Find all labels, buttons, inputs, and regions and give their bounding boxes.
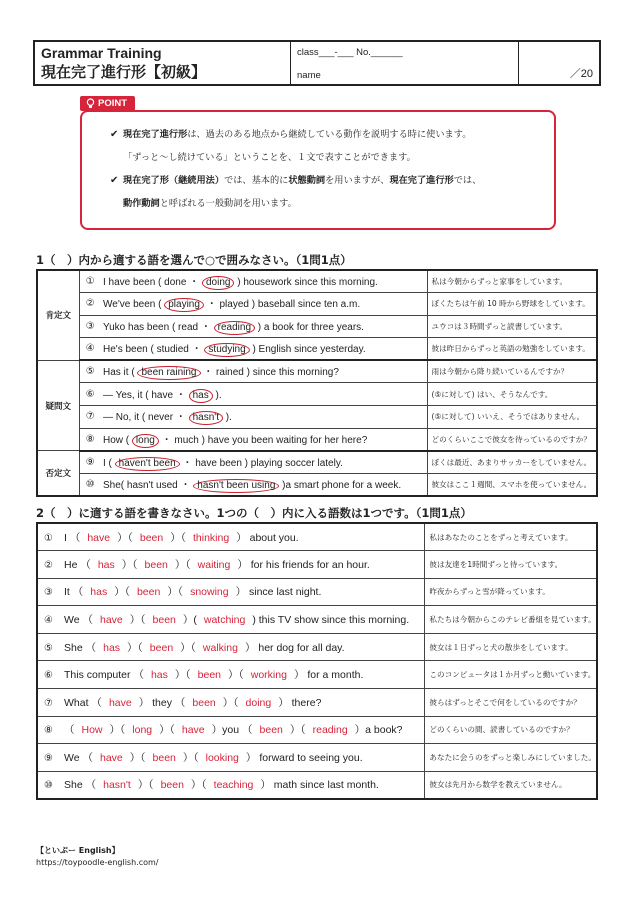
filled-answer[interactable]: been bbox=[144, 558, 168, 571]
footer-brand: 【といぷー English】 bbox=[36, 846, 120, 855]
point-keyword: 現在完了進行形 bbox=[389, 175, 454, 186]
sentence-text: ）（ bbox=[114, 586, 130, 599]
sentence-text: What （ bbox=[64, 696, 102, 709]
sentence-text: ） forward to seeing you. bbox=[245, 752, 363, 765]
sentence-before: We've been ( bbox=[103, 299, 162, 311]
table-row bbox=[37, 315, 597, 338]
sentence-text: ）（ bbox=[167, 586, 184, 599]
sentence-text: ） for a month. bbox=[293, 669, 364, 682]
translation: (⑤に対して) いいえ、そうではありません。 bbox=[427, 406, 597, 429]
filled-answer[interactable]: been bbox=[139, 531, 164, 544]
filled-answer[interactable]: been bbox=[192, 696, 216, 709]
section2-title: 2（ ）に適する語を書きなさい。1つの（ ）内に入る語数は1つです。（1問1点） bbox=[36, 506, 472, 520]
title-cell bbox=[35, 42, 291, 84]
filled-answer[interactable]: have bbox=[181, 724, 205, 737]
filled-answer[interactable]: doing bbox=[245, 696, 272, 709]
translation: 私は今朝からずっと家事をしています。 bbox=[427, 270, 597, 293]
filled-answer[interactable]: have bbox=[99, 752, 123, 765]
question-sentence bbox=[101, 406, 427, 429]
table-row bbox=[37, 270, 597, 293]
filled-answer[interactable]: waiting bbox=[197, 558, 231, 571]
category-label: 否定文 bbox=[37, 451, 79, 496]
sentence-before: She( hasn't used ・ bbox=[103, 479, 191, 491]
question-sentence bbox=[101, 428, 427, 451]
point-line bbox=[110, 174, 538, 188]
title-english: Grammar Training bbox=[41, 45, 162, 61]
question-sentence bbox=[37, 771, 425, 799]
question-number: ③ bbox=[44, 587, 53, 599]
sentence-after: ・ much ) have you been waiting for her here? bbox=[161, 434, 368, 446]
point-keyword: 現在完了進行形 bbox=[123, 129, 188, 140]
point-keyword: 状態動詞 bbox=[288, 175, 326, 186]
question-number: ④ bbox=[79, 338, 101, 361]
point-text: と呼ばれる一般動詞を用います。 bbox=[159, 198, 297, 209]
translation: 彼は友達を1時間ずっと待っています。 bbox=[425, 551, 597, 579]
sentence-text: We （ bbox=[64, 752, 93, 765]
sentence-text: ）（ bbox=[127, 641, 143, 654]
point-text: を用いますが、 bbox=[325, 175, 390, 186]
score-cell bbox=[519, 42, 599, 84]
section1-title: 1（ ）内から適する語を選んで○で囲みなさい。（1問1点） bbox=[36, 253, 352, 267]
table-row bbox=[37, 383, 597, 406]
translation: あなたに会うのをずっと楽しみにしていました。 bbox=[425, 744, 597, 772]
circled-answer[interactable]: been raining bbox=[137, 366, 200, 380]
table-row bbox=[37, 406, 597, 429]
sentence-text: ） her dog for all day. bbox=[244, 641, 345, 654]
sentence-text: ）（ bbox=[159, 724, 175, 737]
point-box bbox=[80, 110, 556, 230]
question-number: ⑨ bbox=[44, 753, 53, 765]
table-row bbox=[37, 578, 597, 606]
point-text: では、基本的に bbox=[224, 175, 289, 186]
filled-answer[interactable]: been bbox=[197, 669, 221, 682]
question-number: ② bbox=[79, 293, 101, 316]
table-row bbox=[37, 633, 597, 661]
filled-answer[interactable]: working bbox=[250, 669, 287, 682]
sentence-text: This computer （ bbox=[64, 669, 144, 682]
sentence-text: ）（ bbox=[180, 641, 196, 654]
sentence-text: She （ bbox=[64, 641, 97, 654]
filled-answer[interactable]: watching bbox=[203, 614, 246, 627]
sentence-after: ) English since yesterday. bbox=[252, 344, 366, 356]
filled-answer[interactable]: thinking bbox=[192, 531, 230, 544]
table-row bbox=[37, 771, 597, 799]
question-sentence bbox=[101, 270, 427, 293]
question-number: ③ bbox=[79, 315, 101, 338]
table-row bbox=[37, 523, 597, 551]
question-number: ⑧ bbox=[44, 725, 53, 737]
question-number: ① bbox=[79, 270, 101, 293]
class-number-label: class___-___ No.______ bbox=[297, 47, 403, 58]
sentence-text: （ bbox=[64, 724, 75, 737]
sentence-text: ）（ bbox=[129, 614, 146, 627]
sentence-text: ）（ bbox=[228, 669, 244, 682]
question-sentence bbox=[101, 293, 427, 316]
filled-answer[interactable]: walking bbox=[202, 641, 238, 654]
circled-answer[interactable]: haven't been bbox=[115, 457, 180, 471]
point-text: 「ずっと〜し続けている」ということを、１文で表すことができます。 bbox=[123, 152, 416, 163]
question-number: ⑦ bbox=[44, 697, 53, 709]
question-sentence bbox=[37, 689, 425, 717]
point-text: では、 bbox=[453, 175, 482, 186]
title-japanese: 現在完了進行形【初級】 bbox=[41, 63, 207, 81]
sentence-before: — No, it ( never ・ bbox=[103, 412, 186, 424]
translation: 私たちは今朝からこのテレビ番組を見ています。 bbox=[425, 606, 597, 634]
check-icon: ✔ bbox=[110, 129, 119, 140]
sentence-text: ）（ bbox=[170, 531, 186, 544]
lightbulb-icon bbox=[86, 98, 95, 109]
sentence-before: I have been ( done ・ bbox=[103, 277, 200, 289]
question-sentence bbox=[37, 661, 425, 689]
filled-answer[interactable]: have bbox=[108, 696, 132, 709]
table-row bbox=[37, 360, 597, 383]
circled-answer[interactable]: doing bbox=[202, 276, 234, 290]
filled-answer[interactable]: reading bbox=[312, 724, 348, 737]
check-icon: ✔ bbox=[110, 175, 119, 186]
question-number: ⑨ bbox=[79, 451, 101, 474]
category-label: 肯定文 bbox=[37, 270, 79, 360]
sentence-before: He's been ( studied ・ bbox=[103, 344, 202, 356]
point-tag bbox=[80, 96, 135, 111]
translation: 彼は昨日からずっと英語の勉強をしています。 bbox=[427, 338, 597, 361]
table-row bbox=[37, 744, 597, 772]
circled-answer[interactable]: studying bbox=[204, 343, 249, 357]
translation: どのくらいの間、読書しているのですか？ bbox=[425, 716, 597, 744]
sentence-text: ）（ bbox=[174, 669, 191, 682]
sentence-text: I （ bbox=[64, 531, 81, 544]
translation: ぼくは最近、あまりサッカーをしていません。 bbox=[427, 451, 597, 474]
sentence-text: ）（ bbox=[117, 531, 133, 544]
sentence-after: ) a book for three years. bbox=[257, 321, 364, 333]
translation: ユウコは３時間ずっと読書しています。 bbox=[427, 315, 597, 338]
sentence-before: Has it ( bbox=[103, 367, 135, 379]
sentence-after: ・ rained ) since this morning? bbox=[203, 367, 339, 379]
filled-answer[interactable]: How bbox=[81, 724, 103, 737]
filled-answer[interactable]: have bbox=[87, 531, 111, 544]
question-number: ⑤ bbox=[44, 642, 53, 654]
sentence-text: ）（ bbox=[182, 752, 199, 765]
filled-answer[interactable]: hasn't bbox=[103, 779, 131, 792]
sentence-text: We （ bbox=[64, 614, 93, 627]
circled-answer[interactable]: playing bbox=[164, 298, 204, 312]
sentence-text: ）（ bbox=[129, 752, 146, 765]
circled-answer[interactable]: hasn't bbox=[189, 411, 223, 425]
section2-table bbox=[36, 522, 598, 800]
question-sentence bbox=[101, 315, 427, 338]
category-label: 疑問文 bbox=[37, 360, 79, 450]
translation: 彼女は先月から数学を教えていません。 bbox=[425, 771, 597, 799]
question-number: ⑦ bbox=[79, 406, 101, 429]
question-sentence bbox=[101, 360, 427, 383]
question-sentence bbox=[37, 716, 425, 744]
translation: 彼女はここ１週間、スマホを使っていません。 bbox=[427, 473, 597, 496]
filled-answer[interactable]: snowing bbox=[190, 586, 229, 599]
sentence-text: ） about you. bbox=[236, 531, 299, 544]
point-line bbox=[110, 197, 538, 211]
question-sentence bbox=[37, 523, 425, 551]
name-label: name bbox=[297, 70, 321, 81]
table-row bbox=[37, 451, 597, 474]
section1-table bbox=[36, 269, 598, 497]
point-keyword: 現在完了形（継続用法） bbox=[123, 175, 225, 186]
sentence-before: How ( bbox=[103, 434, 130, 446]
question-sentence bbox=[101, 473, 427, 496]
translation: ぼくたちは午前 10 時から野球をしています。 bbox=[427, 293, 597, 316]
circled-answer[interactable]: has bbox=[189, 389, 213, 403]
sentence-text: It （ bbox=[64, 586, 84, 599]
question-number: ⑥ bbox=[79, 383, 101, 406]
sentence-text: ）a book? bbox=[354, 724, 403, 737]
question-number: ⑧ bbox=[79, 428, 101, 451]
filled-answer[interactable]: been bbox=[149, 641, 174, 654]
question-sentence bbox=[101, 383, 427, 406]
translation: 私はあなたのことをずっと考えています。 bbox=[425, 523, 597, 551]
sentence-text: ） there? bbox=[278, 696, 322, 709]
sentence-text: ）（ bbox=[222, 696, 239, 709]
filled-answer[interactable]: have bbox=[99, 614, 123, 627]
sentence-text: ）（ bbox=[121, 558, 138, 571]
filled-answer[interactable]: long bbox=[132, 724, 153, 737]
filled-answer[interactable]: has bbox=[90, 586, 108, 599]
question-number: ⑩ bbox=[79, 473, 101, 496]
sentence-text: ） they （ bbox=[138, 696, 186, 709]
question-number: ① bbox=[44, 532, 53, 544]
sentence-text: ）you （ bbox=[211, 724, 253, 737]
question-number: ⑩ bbox=[44, 780, 53, 792]
question-number: ② bbox=[44, 559, 53, 571]
table-row bbox=[37, 551, 597, 579]
question-number: ⑤ bbox=[79, 360, 101, 383]
circled-answer[interactable]: reading bbox=[214, 321, 255, 335]
class-cell bbox=[291, 42, 519, 84]
sentence-text: ）（ bbox=[137, 779, 154, 792]
sentence-text: ）（ bbox=[174, 558, 191, 571]
table-row bbox=[37, 661, 597, 689]
question-sentence bbox=[37, 606, 425, 634]
question-sentence bbox=[37, 551, 425, 579]
table-row bbox=[37, 293, 597, 316]
circled-answer[interactable]: long bbox=[132, 434, 159, 448]
question-sentence bbox=[101, 451, 427, 474]
filled-answer[interactable]: been bbox=[152, 614, 176, 627]
sentence-after: ・ have been ) playing soccer lately. bbox=[182, 457, 343, 469]
sentence-before: — Yes, it ( have ・ bbox=[103, 389, 186, 401]
table-row bbox=[37, 428, 597, 451]
filled-answer[interactable]: has bbox=[97, 558, 115, 571]
translation: 彼女は１日ずっと犬の散歩をしています。 bbox=[425, 633, 597, 661]
filled-answer[interactable]: been bbox=[152, 752, 176, 765]
sentence-after: ) housework since this morning. bbox=[237, 277, 378, 289]
translation: (⑤に対して) はい、そうなんです。 bbox=[427, 383, 597, 406]
point-line bbox=[110, 128, 538, 142]
question-number: ⑥ bbox=[44, 670, 53, 682]
sentence-after: )a smart phone for a week. bbox=[282, 479, 402, 491]
sentence-text: ）（ bbox=[109, 724, 126, 737]
point-keyword: 動作動詞 bbox=[123, 198, 160, 209]
filled-answer[interactable]: been bbox=[136, 586, 161, 599]
filled-answer[interactable]: teaching bbox=[213, 779, 254, 792]
filled-answer[interactable]: looking bbox=[205, 752, 239, 765]
sentence-text: ）（ bbox=[190, 779, 207, 792]
filled-answer[interactable]: has bbox=[103, 641, 121, 654]
sentence-text: She （ bbox=[64, 779, 97, 792]
sentence-before: I ( bbox=[103, 457, 112, 469]
sentence-text: ）（ bbox=[289, 724, 306, 737]
sentence-text: He （ bbox=[64, 558, 91, 571]
worksheet-header bbox=[33, 40, 601, 86]
circled-answer[interactable]: hasn't been using bbox=[193, 479, 279, 493]
question-number: ④ bbox=[44, 615, 53, 627]
translation: 昨夜からずっと雪が降っています。 bbox=[425, 578, 597, 606]
sentence-before: Yuko has been ( read ・ bbox=[103, 321, 211, 333]
translation: 雨は今朝から降り続いているんですか？ bbox=[427, 360, 597, 383]
table-row bbox=[37, 473, 597, 496]
translation: 彼らはずっとそこで何をしているのですか？ bbox=[425, 689, 597, 717]
sentence-text: ） for his friends for an hour. bbox=[237, 558, 370, 571]
score-total: ／20 bbox=[569, 68, 593, 80]
table-row bbox=[37, 716, 597, 744]
sentence-text: ） math since last month. bbox=[260, 779, 379, 792]
point-tag-label: POINT bbox=[98, 98, 128, 109]
filled-answer[interactable]: been bbox=[259, 724, 283, 737]
filled-answer[interactable]: been bbox=[160, 779, 184, 792]
sentence-after: ). bbox=[215, 389, 222, 401]
sentence-after: ). bbox=[225, 412, 232, 424]
point-text: は、過去のある地点から継続している動作を説明する時に使います。 bbox=[187, 129, 472, 140]
question-sentence bbox=[101, 338, 427, 361]
question-sentence bbox=[37, 633, 425, 661]
sentence-after: ・ played ) baseball since ten a.m. bbox=[206, 299, 361, 311]
footer bbox=[36, 845, 159, 869]
sentence-text: ）( bbox=[182, 614, 197, 627]
table-row bbox=[37, 338, 597, 361]
table-row bbox=[37, 606, 597, 634]
translation: どのくらいここで彼女を待っているのですか？ bbox=[427, 428, 597, 451]
footer-url[interactable]: https://toypoodle-english.com/ bbox=[36, 858, 159, 867]
translation: このコンピュータは１か月ずっと動いています。 bbox=[425, 661, 597, 689]
point-line bbox=[110, 151, 538, 165]
table-row bbox=[37, 689, 597, 717]
filled-answer[interactable]: has bbox=[150, 669, 168, 682]
question-sentence bbox=[37, 744, 425, 772]
question-sentence bbox=[37, 578, 425, 606]
sentence-text: ) this TV show since this morning. bbox=[252, 614, 410, 627]
sentence-text: ） since last night. bbox=[235, 586, 322, 599]
